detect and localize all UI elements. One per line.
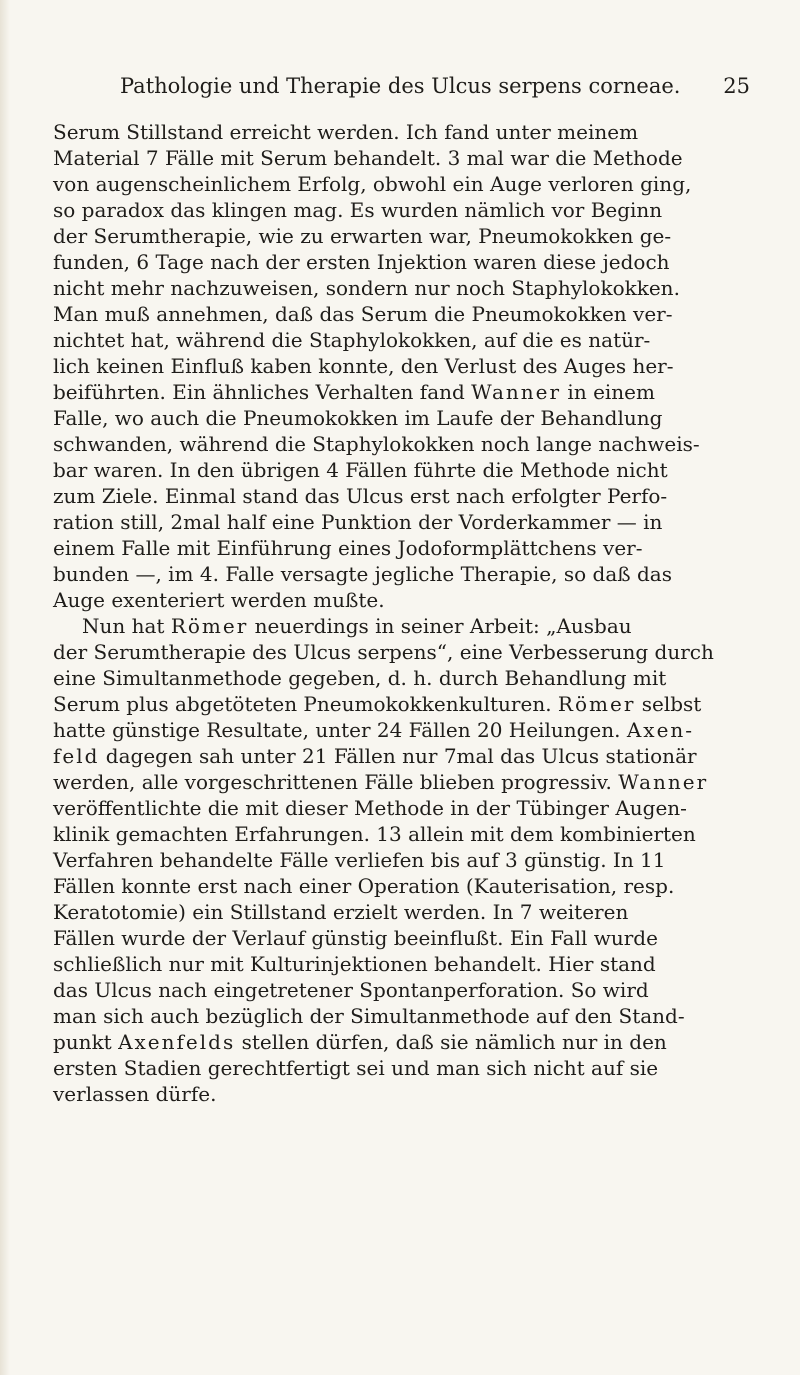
text-fragment: dagegen sah unter 21 Fällen nur 7mal das Ulcus stationär xyxy=(99,744,697,768)
text-fragment: neuerdings in seiner Arbeit: „Ausbau xyxy=(248,614,632,638)
page-edge-shadow xyxy=(0,0,10,1375)
text-line xyxy=(53,613,753,639)
page-number: 25 xyxy=(723,74,750,98)
text-line: Serum Stillstand erreicht werden. Ich fand unter meinem xyxy=(53,120,639,144)
text-line: Fällen wurde der Verlauf günstig beeinflußt. Ein Fall wurde xyxy=(53,926,658,950)
author-name: feld xyxy=(53,744,100,768)
author-name: Wanner xyxy=(618,770,709,794)
text-line: eine Simultanmethode gegeben, d. h. durch Behandlung mit xyxy=(53,666,667,690)
text-line xyxy=(53,769,753,795)
text-line: funden, 6 Tage nach der ersten Injektion waren diese jedoch xyxy=(53,250,670,274)
text-line xyxy=(53,743,753,769)
text-line: Verfahren behandelte Fälle verliefen bis auf 3 günstig. In 11 xyxy=(53,848,666,872)
text-line xyxy=(53,691,753,717)
running-title: Pathologie und Therapie des Ulcus serpens corneae. xyxy=(120,74,681,98)
text-line: ersten Stadien gerechtfertigt sei und man sich nicht auf sie xyxy=(53,1056,659,1080)
text-line: Keratotomie) ein Stillstand erzielt werden. In 7 weiteren xyxy=(53,900,629,924)
text-line: nichtet hat, während die Staphylokokken, auf die es natür- xyxy=(53,328,651,352)
text-fragment: Nun hat xyxy=(82,614,171,638)
text-line: einem Falle mit Einführung eines Jodoformplättchens ver- xyxy=(53,536,643,560)
text-line: der Serumtherapie, wie zu erwarten war, Pneumokokken ge- xyxy=(53,224,672,248)
author-name: Wanner xyxy=(471,380,562,404)
text-fragment: in einem xyxy=(561,380,655,404)
author-name: Axenfelds xyxy=(118,1030,236,1054)
text-line: bar waren. In den übrigen 4 Fällen führte die Methode nicht xyxy=(53,458,668,482)
author-name: Axen- xyxy=(626,718,695,742)
text-line: schließlich nur mit Kulturinjektionen behandelt. Hier stand xyxy=(53,952,656,976)
text-line: der Serumtherapie des Ulcus serpens“, eine Verbesserung durch xyxy=(53,640,714,664)
author-name: Römer xyxy=(170,614,249,638)
text-line: so paradox das klingen mag. Es wurden nämlich vor Beginn xyxy=(53,198,663,222)
text-fragment: stellen dürfen, daß sie nämlich nur in den xyxy=(235,1030,667,1054)
text-line xyxy=(53,717,753,743)
author-name: Römer xyxy=(557,692,636,716)
text-line: Man muß annehmen, daß das Serum die Pneumokokken ver- xyxy=(53,302,673,326)
text-fragment: punkt xyxy=(53,1030,119,1054)
text-line xyxy=(53,379,753,405)
body-text xyxy=(53,119,753,1107)
text-line: Falle, wo auch die Pneumokokken im Laufe der Behandlung xyxy=(53,406,663,430)
text-line: klinik gemachten Erfahrungen. 13 allein mit dem kombinierten xyxy=(53,822,696,846)
text-line: lich keinen Einfluß kaben konnte, den Verlust des Auges her- xyxy=(53,354,674,378)
text-line: nicht mehr nachzuweisen, sondern nur noch Staphylokokken. xyxy=(53,276,680,300)
text-line: Fällen konnte erst nach einer Operation (Kauterisation, resp. xyxy=(53,874,675,898)
text-fragment: hatte günstige Resultate, unter 24 Fällen 20 Heilungen. xyxy=(53,718,627,742)
text-fragment: Serum plus abgetöteten Pneumokokkenkulturen. xyxy=(53,692,558,716)
text-line: bunden —, im 4. Falle versagte jegliche Therapie, so daß das xyxy=(53,562,672,586)
text-line: Material 7 Fälle mit Serum behandelt. 3 mal war die Methode xyxy=(53,146,683,170)
text-line: das Ulcus nach eingetretener Spontanperforation. So wird xyxy=(53,978,649,1002)
text-line: von augenscheinlichem Erfolg, obwohl ein Auge verloren ging, xyxy=(53,172,692,196)
text-line: zum Ziele. Einmal stand das Ulcus erst nach erfolgter Perfo- xyxy=(53,484,668,508)
text-fragment: werden, alle vorgeschrittenen Fälle blieben progressiv. xyxy=(53,770,619,794)
text-line: veröffentlichte die mit dieser Methode in der Tübinger Augen- xyxy=(53,796,687,820)
text-line: man sich auch bezüglich der Simultanmethode auf den Stand- xyxy=(53,1004,685,1028)
page-header xyxy=(120,68,750,104)
text-line: Auge exenteriert werden mußte. xyxy=(53,588,385,612)
text-line xyxy=(53,1029,753,1055)
text-line: schwanden, während die Staphylokokken noch lange nachweis- xyxy=(53,432,700,456)
text-line: verlassen dürfe. xyxy=(53,1082,217,1106)
text-fragment: beiführten. Ein ähnliches Verhalten fand xyxy=(53,380,472,404)
text-line: ration still, 2mal half eine Punktion der Vorderkammer — in xyxy=(53,510,663,534)
text-fragment: selbst xyxy=(635,692,702,716)
